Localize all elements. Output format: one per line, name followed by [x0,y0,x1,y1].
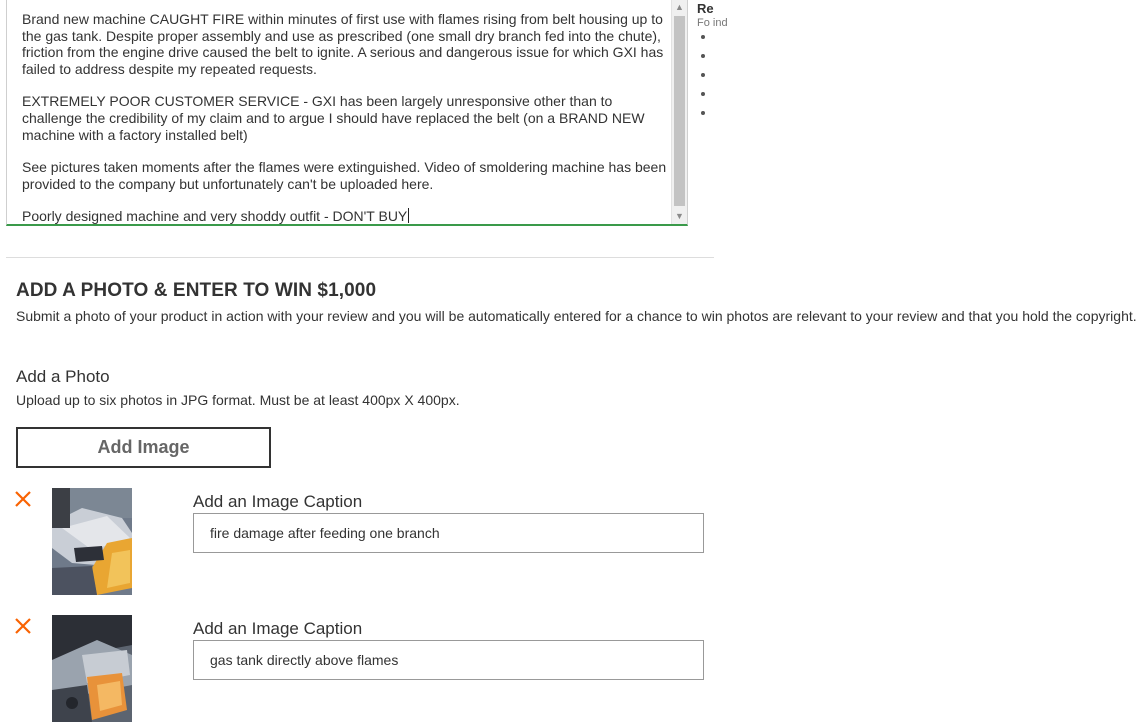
bullet-icon [701,111,705,115]
review-paragraph-2: EXTREMELY POOR CUSTOMER SERVICE - GXI has been largely unresponsive other than to challenge the credibility of my claim and to argue I should have replaced the belt (on a BRAND NEW machine with a factory installed belt) [22,93,649,143]
review-paragraph-4-wrap [22,208,667,225]
review-textarea[interactable] [6,0,688,226]
photo-contest-description: Submit a photo of your product in action with your review and you will be automatically entered for a chance to win photos are relevant to your review and that you hold the copyright. [16,308,1137,324]
caption-label: Add an Image Caption [193,492,363,511]
photo-thumbnail [52,615,132,722]
review-paragraph-3: See pictures taken moments after the flames were extinguished. Video of smoldering machine has been provided to the company but unfortunately can't be uploaded here. [22,159,670,192]
review-paragraph-4: Poorly designed machine and very shoddy outfit - DON'T BUY [22,208,408,225]
review-tips-panel [697,0,737,160]
text-caret [408,208,409,223]
close-icon[interactable] [14,490,32,508]
caption-label: Add an Image Caption [193,619,363,638]
tips-list [697,35,737,115]
section-divider [6,257,714,258]
add-image-button[interactable]: Add Image [16,427,271,468]
review-paragraph-1: Brand new machine CAUGHT FIRE within minutes of first use with flames rising from belt housing up to the gas tank. Despite proper assembly and use as prescribed (one small dry branch fed into the chute), friction from the engine drive caused the belt to ignite. A serious and dangerous issue for which GXI has failed to address despite my repeated requests. [22,11,668,77]
tips-description: Fo ind [697,17,728,29]
add-photo-title: Add a Photo [16,367,110,386]
caption-input[interactable] [193,513,704,553]
photo-thumbnail [52,488,132,595]
bullet-icon [701,92,705,96]
close-icon[interactable] [14,617,32,635]
bullet-icon [701,73,705,77]
tips-title: Re [697,1,714,16]
caption-input[interactable] [193,640,704,680]
scroll-thumb[interactable] [674,16,685,206]
add-photo-hint: Upload up to six photos in JPG format. Must be at least 400px X 400px. [16,392,460,408]
scroll-up-arrow-icon[interactable]: ▲ [675,2,684,12]
photo-row [0,488,714,598]
review-scrollbar[interactable] [671,0,687,224]
bullet-icon [701,35,705,39]
photo-row [0,615,714,725]
review-text[interactable] [22,11,670,241]
photo-contest-heading: ADD A PHOTO & ENTER TO WIN $1,000 [16,280,377,301]
bullet-icon [701,54,705,58]
scroll-down-arrow-icon[interactable]: ▼ [675,211,684,221]
